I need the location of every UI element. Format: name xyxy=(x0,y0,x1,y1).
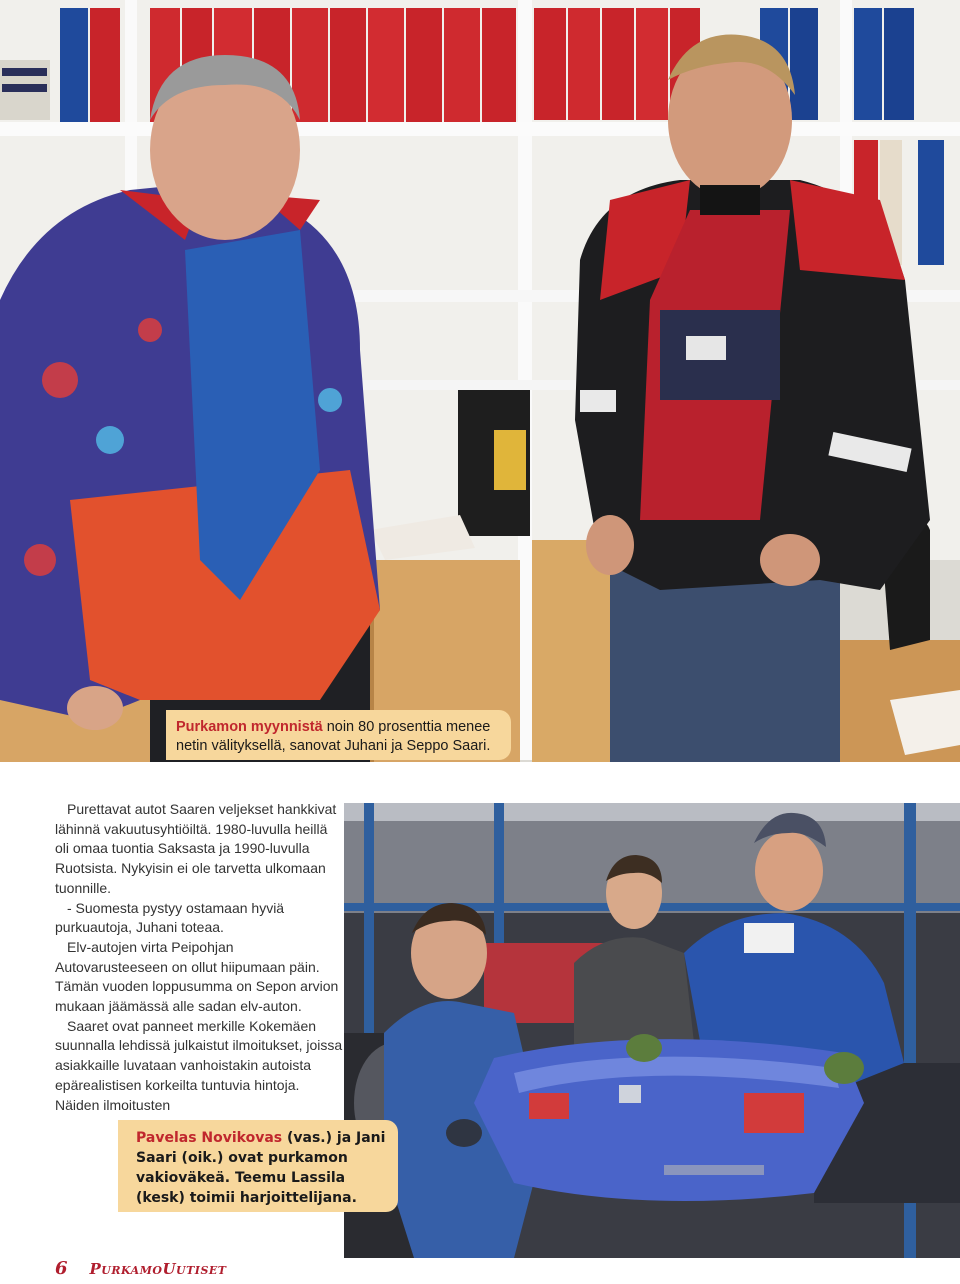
article-paragraph: Saaret ovat panneet merkille Kokemäen suunnalla lehdissä julkaistut ilmoitukset, joissa asiakkaille luvataan vanhoistakin autoista epärealistisen korkeilta tuntuvia hintoja. Näiden ilmoitusten xyxy=(55,1017,343,1113)
caption-bottom-lead: Pavelas Novikovas xyxy=(136,1130,283,1146)
caption-bottom-text: (vas.) ja Jani Saari (oik.) ovat purkamon vakioväkeä. Teemu Lassila (kesk) toimii harjoittelijana. xyxy=(136,1130,386,1206)
caption-top xyxy=(166,710,511,760)
car-trunk-lid xyxy=(474,1039,864,1201)
caption-bottom xyxy=(118,1120,398,1212)
photo-workshop-crew-drawing xyxy=(344,803,960,1258)
page-number: 6 xyxy=(55,1258,68,1279)
photo-workshop-crew xyxy=(344,803,960,1258)
caption-top-text: noin 80 prosenttia menee netin välityksellä, sanovat Juhani ja Seppo Saari. xyxy=(176,719,491,754)
caption-top-lead: Purkamon myynnistä xyxy=(176,719,323,735)
article-paragraph: Elv-autojen virta Peipohjan Autovarusteeseen on ollut hiipumaan päin. Tämän vuoden loppusumma on Sepon arvion mukaan jäämässä alle sadan elv-auton. xyxy=(55,938,339,1015)
article-paragraph: - Suomesta pystyy ostamaan hyviä purkuautoja, Juhani toteaa. xyxy=(55,899,285,936)
article-paragraph: Purettavat autot Saaren veljekset hankkivat lähinnä vakuutusyhtiöiltä. 1980-luvulla heillä oli omaa tuontia Saksasta ja 1990-luvulla Ruotsista. Nykyisin ei ole tarvetta ulkomaan tuonnille. xyxy=(55,801,337,896)
magazine-name: PurkamoUutiset xyxy=(89,1260,227,1278)
page-footer xyxy=(55,1258,226,1284)
article-body xyxy=(55,800,345,1115)
